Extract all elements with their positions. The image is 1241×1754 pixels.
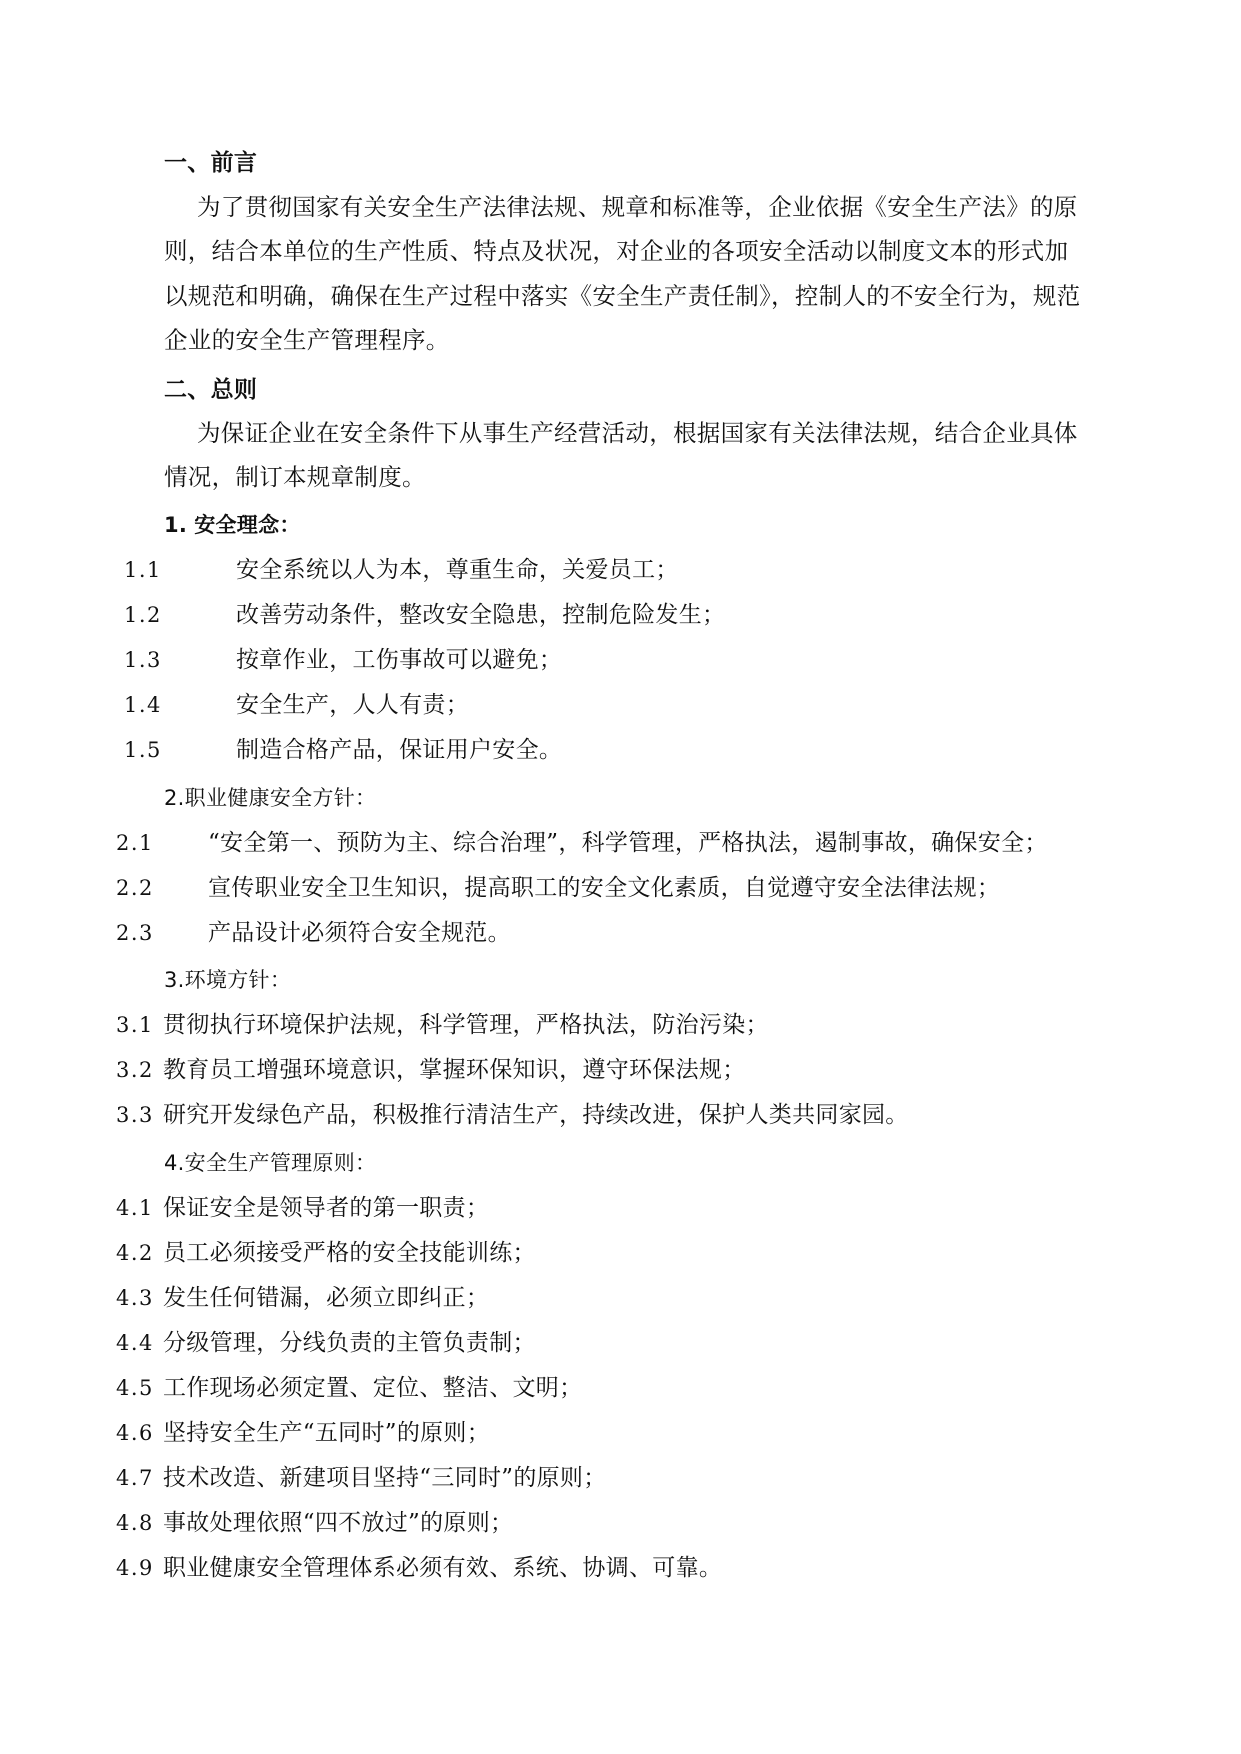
subsection-title: 安全生产管理原则： [184, 1151, 377, 1175]
item-text: 员工必须接受严格的安全技能训练； [163, 1240, 536, 1266]
item-text: 事故处理依照“四不放过”的原则； [163, 1510, 514, 1536]
item-number: 1.5 [124, 738, 162, 762]
section-heading-general: 二、总则 [164, 377, 258, 403]
subsection-heading-environment-policy [164, 965, 291, 995]
item-number: 1.3 [124, 648, 162, 672]
item-text: 贯彻执行环境保护法规，科学管理，严格执法，防治污染； [163, 1012, 769, 1038]
item-text: 技术改造、新建项目坚持“三同时”的原则； [163, 1465, 607, 1491]
subsection-number: 2. [164, 786, 185, 810]
item-number: 4.9 [116, 1556, 154, 1580]
item-number: 1.4 [124, 693, 162, 717]
item-number: 4.5 [116, 1376, 154, 1400]
subsection-heading-management-principles [164, 1148, 376, 1178]
paragraph-line: 则，结合本单位的生产性质、特点及状况，对企业的各项安全活动以制度文本的形式加 [164, 237, 1069, 265]
subsection-title: 职业健康安全方针： [184, 786, 377, 810]
item-text: “安全第一、预防为主、综合治理”，科学管理，严格执法，遏制事故，确保安全； [208, 830, 1048, 856]
item-text: 产品设计必须符合安全规范。 [208, 920, 511, 946]
item-text: 安全生产，人人有责； [236, 692, 469, 718]
item-text: 保证安全是领导者的第一职责； [163, 1195, 490, 1221]
item-number: 3.3 [116, 1103, 154, 1127]
item-number: 4.3 [116, 1286, 154, 1310]
paragraph-line: 为了贯彻国家有关安全生产法律法规、规章和标准等，企业依据《安全生产法》的原 [197, 193, 1078, 221]
item-text: 制造合格产品，保证用户安全。 [236, 737, 563, 763]
subsection-number: 1. [164, 513, 188, 537]
item-number: 1.2 [124, 603, 162, 627]
item-text: 宣传职业安全卫生知识，提高职工的安全文化素质，自觉遵守安全法律法规； [208, 875, 1001, 901]
item-text: 发生任何错漏，必须立即纠正； [163, 1285, 490, 1311]
item-text: 分级管理，分线负责的主管负责制； [163, 1330, 536, 1356]
item-number: 2.2 [116, 876, 154, 900]
item-number: 4.1 [116, 1196, 154, 1220]
paragraph-line: 以规范和明确，确保在生产过程中落实《安全生产责任制》，控制人的不安全行为，规范 [164, 282, 1081, 310]
paragraph-line: 为保证企业在安全条件下从事生产经营活动，根据国家有关法律法规，结合企业具体 [197, 419, 1078, 447]
subsection-heading-safety-concept [164, 510, 301, 540]
item-number: 4.6 [116, 1421, 154, 1445]
item-text: 工作现场必须定置、定位、整洁、文明； [163, 1375, 583, 1401]
subsection-heading-ohs-policy [164, 783, 376, 813]
item-text: 坚持安全生产“五同时”的原则； [163, 1420, 491, 1446]
subsection-number: 3. [164, 968, 185, 992]
section-heading-preface: 一、前言 [164, 150, 258, 176]
item-text: 研究开发绿色产品，积极推行清洁生产，持续改进，保护人类共同家园。 [163, 1102, 909, 1128]
item-text: 职业健康安全管理体系必须有效、系统、协调、可靠。 [163, 1555, 723, 1581]
subsection-number: 4. [164, 1151, 185, 1175]
item-number: 1.1 [124, 558, 162, 582]
item-number: 3.2 [116, 1058, 154, 1082]
item-number: 2.3 [116, 921, 154, 945]
subsection-title: 安全理念： [194, 513, 301, 537]
item-number: 4.4 [116, 1331, 154, 1355]
item-number: 4.7 [116, 1466, 154, 1490]
item-text: 教育员工增强环境意识，掌握环保知识，遵守环保法规； [163, 1057, 746, 1083]
item-number: 2.1 [116, 831, 154, 855]
item-number: 3.1 [116, 1013, 154, 1037]
item-number: 4.2 [116, 1241, 154, 1265]
item-text: 改善劳动条件，整改安全隐患，控制危险发生； [236, 602, 726, 628]
subsection-title: 环境方针： [184, 968, 292, 992]
item-text: 按章作业，工伤事故可以避免； [236, 647, 563, 673]
paragraph-line: 企业的安全生产管理程序。 [164, 326, 450, 354]
paragraph-line: 情况，制订本规章制度。 [164, 463, 426, 491]
item-text: 安全系统以人为本，尊重生命，关爱员工； [236, 557, 679, 583]
item-number: 4.8 [116, 1511, 154, 1535]
